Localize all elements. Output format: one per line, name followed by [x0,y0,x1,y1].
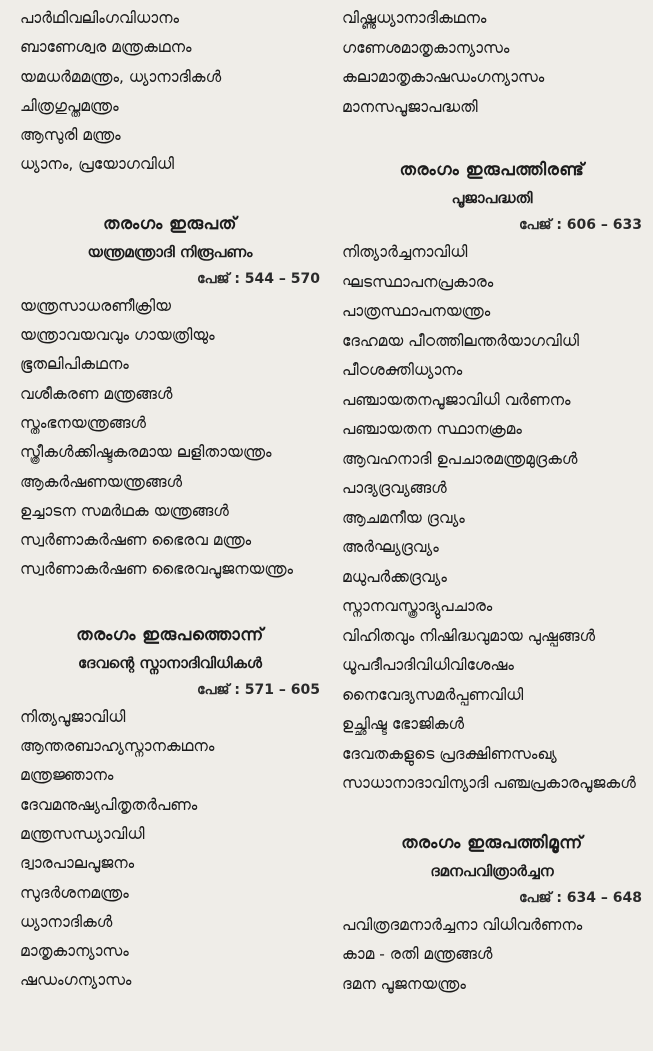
list-item: ദേവതകളുടെ പ്രദക്ഷിണസംഖ്യ [342,744,557,763]
left-column [20,4,320,996]
list-item: ധ്യാനം, പ്രയോഗവിധി [20,155,174,174]
list-item: ആവഹനാദി ഉപചാരമന്ത്രമുദ്രകൾ [342,449,578,468]
chapter-title: തരംഗം ഇരുപത്തൊന്ന് [76,624,264,645]
list-item: പഞ്ചായതന സ്ഥാനക്രമം [342,420,522,438]
list-item: ദേവമനുഷ്യപിതൃതർപണം [20,795,198,814]
list-item: ഭൂതലിപികഥനം [20,355,129,374]
list-item: യമധർമമന്ത്രം, ധ്യാനാദികൾ [20,67,222,86]
list-item: ആന്തരബാഹ്യസ്നാനകഥനം [20,737,215,756]
chapter-subtitle: ദേവന്റെ സ്നാനാദിവിധികൾ [78,653,262,672]
list-item: മാനസപൂജാപദ്ധതി [342,97,478,116]
list-item: സുദർശനമന്ത്രം [20,883,129,902]
list-item: സ്നാനവസ്ത്രാദ്യുപചാരം [342,597,493,615]
page-range: പേജ് : 634 – 648 [518,889,642,906]
list-item: ഗണേശമാതൃകാന്യാസം [342,38,510,57]
list-item: പാർഥിവലിംഗവിധാനം [20,9,179,27]
list-item: ബാണേശ്വര മന്ത്രകഥനം [20,38,192,57]
list-item: മന്ത്രജ്ഞാനം [20,766,114,785]
list-item: ധൂപദീപാദിവിധിവിശേഷം [342,656,514,674]
list-item: കാമ - രതി മന്ത്രങ്ങൾ [342,945,493,963]
list-item: യന്ത്രസാധരണീക്രിയ [20,296,171,315]
list-item: പാത്രസ്ഥാപനയന്ത്രം [342,302,491,320]
list-item: വിഷ്ണുധ്യാനാദികഥനം [342,9,487,27]
list-item: നൈവേദ്യസമർപ്പണവിധി [342,685,524,704]
list-item: ഷഡംഗന്യാസം [20,971,132,990]
page-range: പേജ് : 606 – 633 [518,217,642,233]
right-top-list [342,4,642,122]
list-item: ചിത്രഗുപ്തമന്ത്രം [20,96,119,115]
chapter-subtitle: ദമനപവിത്രാർച്ചന [430,861,554,880]
list-item: ഉച്ഛിഷ്ട ഭോജികൾ [342,715,465,733]
list-item: പാദ്യദ്രവ്യങ്ങൾ [342,479,447,497]
list-item: നിത്യാർച്ചനാവിധി [342,243,468,261]
list-item: പഞ്ചായതനപൂജാവിധി വർണനം [342,390,571,409]
chapter-title: തരംഗം ഇരുപത്തിരണ്ട് [399,160,585,180]
list-item: മാതൃകാന്യാസം [20,942,129,961]
chapter-title: തരംഗം ഇരുപത് [103,213,237,234]
page-range: പേജ് : 544 – 570 [196,270,320,287]
chapter-22 [342,156,642,799]
list-item: സ്ത്രീകൾക്കിഷ്ടകരമായ ലളിതായന്ത്രം [20,443,272,462]
list-item: സ്വർണാകർഷണ ഭൈരവ മന്ത്രം [20,531,252,550]
list-item: സ്തംഭനയന്ത്രങ്ങൾ [20,413,146,432]
list-item: ദമന പൂജനയന്ത്രം [342,974,466,993]
chapter-23 [342,829,642,1000]
list-item: ആകർഷണയന്ത്രങ്ങൾ [20,472,183,491]
right-column [342,4,642,999]
chapter-subtitle: പൂജാപദ്ധതി [451,189,533,207]
list-item: ധ്യാനാദികൾ [20,912,113,931]
list-item: ഉച്ചാടന സമർഥക യന്ത്രങ്ങൾ [20,501,229,520]
chapter-21 [20,621,320,996]
list-item: വിഹിതവും നിഷിദ്ധവുമായ പുഷ്പങ്ങൾ [342,626,596,645]
list-item: പീഠശക്തിധ്യാനം [342,361,463,379]
list-item: സ്വർണാകർഷണ ഭൈരവപൂജനയന്ത്രം [20,560,294,579]
list-item: നിത്യപൂജാവിധി [20,707,126,726]
list-item: ആസുരി മന്ത്രം [20,126,121,145]
chapter-title: തരംഗം ഇരുപത്തിമൂന്ന് [401,832,583,853]
list-item: യന്ത്രാവയവവും ഗായത്രിയും [20,326,215,345]
list-item: കലാമാതൃകാഷഡംഗന്യാസം [342,68,545,86]
chapter-subtitle: യന്ത്രമന്ത്രാദി നിരൂപണം [87,242,253,261]
list-item: മന്ത്രസന്ധ്യാവിധി [20,824,145,843]
list-item: ദേഹമയ പീഠത്തിലന്തർയാഗവിധി [342,331,579,350]
page-range: പേജ് : 571 – 605 [196,681,320,698]
list-item: ദ്വാരപാലപൂജനം [20,854,135,873]
list-item: മധുപർക്കദ്രവ്യം [342,567,447,586]
list-item: ആചമനീയ ദ്രവ്യം [342,508,465,527]
list-item: സാധാനാദാവിന്യാദി പഞ്ചപ്രകാരപൂജകൾ [342,774,636,792]
list-item: പവിത്രദമനാർച്ചനാ വിധിവർണനം [342,915,583,934]
left-top-list [20,4,320,180]
list-item: ഘടസ്ഥാപനപ്രകാരം [342,272,494,291]
list-item: അർഘ്യദ്രവ്യം [342,538,439,556]
chapter-20 [20,210,320,585]
list-item: വശീകരണ മന്ത്രങ്ങൾ [20,384,173,403]
